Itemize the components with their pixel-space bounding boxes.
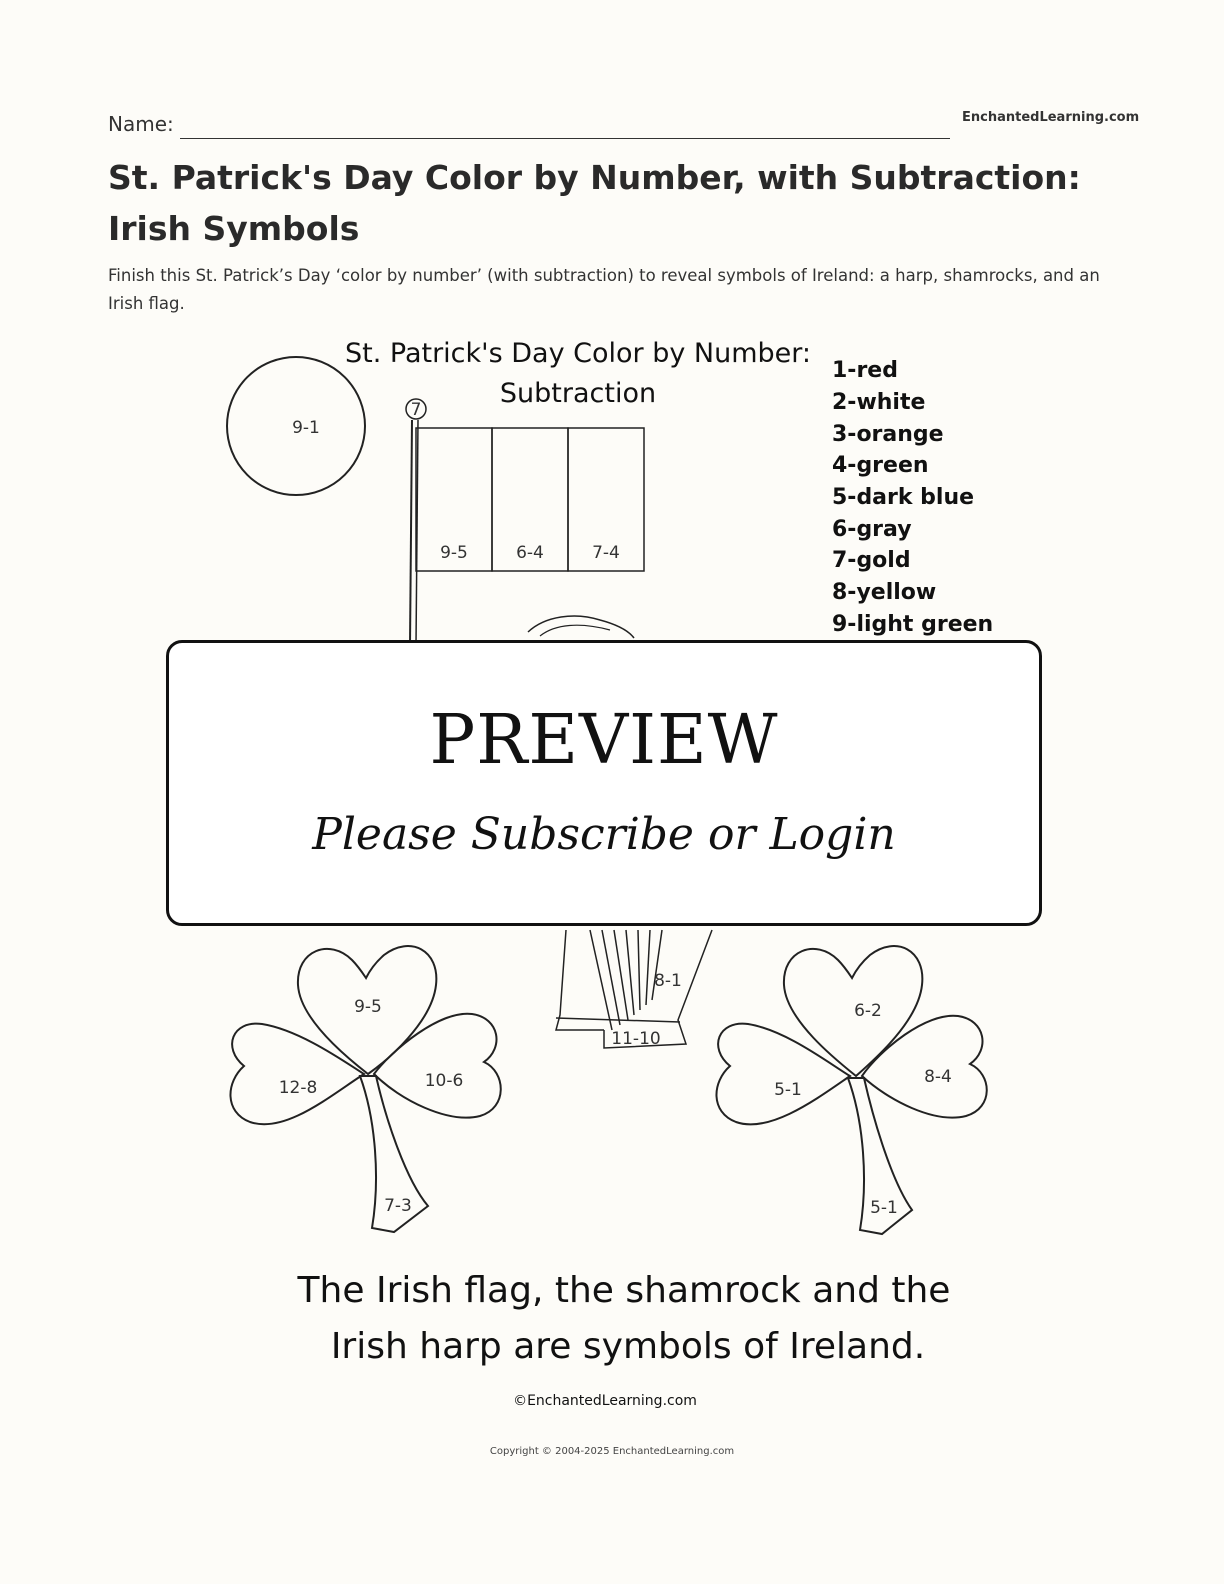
shamrock-right-left-label: 5-1	[774, 1080, 802, 1100]
color-key-item: 7-gold	[832, 548, 911, 573]
color-key-item: 5-dark blue	[832, 485, 975, 510]
shamrock-right-top-label: 6-2	[854, 1001, 882, 1021]
shamrock-left-stem-label: 7-3	[384, 1196, 412, 1216]
color-key-item: 1-red	[832, 358, 898, 383]
brand-link[interactable]: EnchantedLearning.com	[962, 110, 1140, 125]
harp-label-base: 11-10	[611, 1029, 661, 1049]
shamrock-right-stem-label: 5-1	[870, 1198, 898, 1218]
page-title: St. Patrick's Day Color by Number, with Subtraction: Irish Symbols	[108, 158, 1081, 248]
flag-label-left: 9-5	[440, 543, 468, 563]
color-key-item: 8-yellow	[832, 580, 937, 605]
color-key-item: 4-green	[832, 453, 929, 478]
flag-pole	[410, 420, 412, 645]
flag-label-right: 7-4	[592, 543, 620, 563]
intro-text: Finish this St. Patrick’s Day ‘color by number’ (with subtraction) to reveal symbols of Ireland: a harp, shamrocks, and an Irish flag.	[108, 266, 1100, 313]
harp-top	[528, 616, 634, 638]
worksheet-title-line2: Subtraction	[499, 378, 657, 409]
preview-title: PREVIEW	[429, 701, 779, 780]
name-label: Name:	[108, 112, 174, 136]
color-key-item: 2-white	[832, 390, 926, 415]
worksheet-title-line1: St. Patrick's Day Color by Number:	[344, 338, 812, 369]
color-key-item: 9-light green	[832, 612, 994, 637]
shamrock-right	[716, 946, 986, 1234]
color-key	[832, 358, 993, 637]
caption-line1: The Irish flag, the shamrock and the	[297, 1270, 951, 1311]
color-key-item: 6-gray	[832, 517, 912, 542]
worksheet-credit: ©EnchantedLearning.com	[513, 1393, 697, 1409]
harp-label-frame: 8-1	[654, 971, 682, 991]
moon-label: 9-1	[292, 418, 320, 438]
subscribe-login-text[interactable]: Please Subscribe or Login	[312, 809, 896, 860]
shamrock-right-right-label: 8-4	[924, 1067, 952, 1087]
shamrock-left-top-label: 9-5	[354, 997, 382, 1017]
flag-label-middle: 6-4	[516, 543, 544, 563]
shamrock-left-right-label: 10-6	[424, 1071, 464, 1091]
shamrock-left-left-label: 12-8	[278, 1078, 318, 1098]
pole-top-label: 7	[410, 400, 422, 420]
color-key-item: 3-orange	[832, 422, 944, 447]
caption-line2: Irish harp are symbols of Ireland.	[330, 1326, 926, 1367]
preview-overlay[interactable]	[166, 640, 1042, 926]
copyright: Copyright © 2004-2025 EnchantedLearning.com	[489, 1446, 735, 1457]
